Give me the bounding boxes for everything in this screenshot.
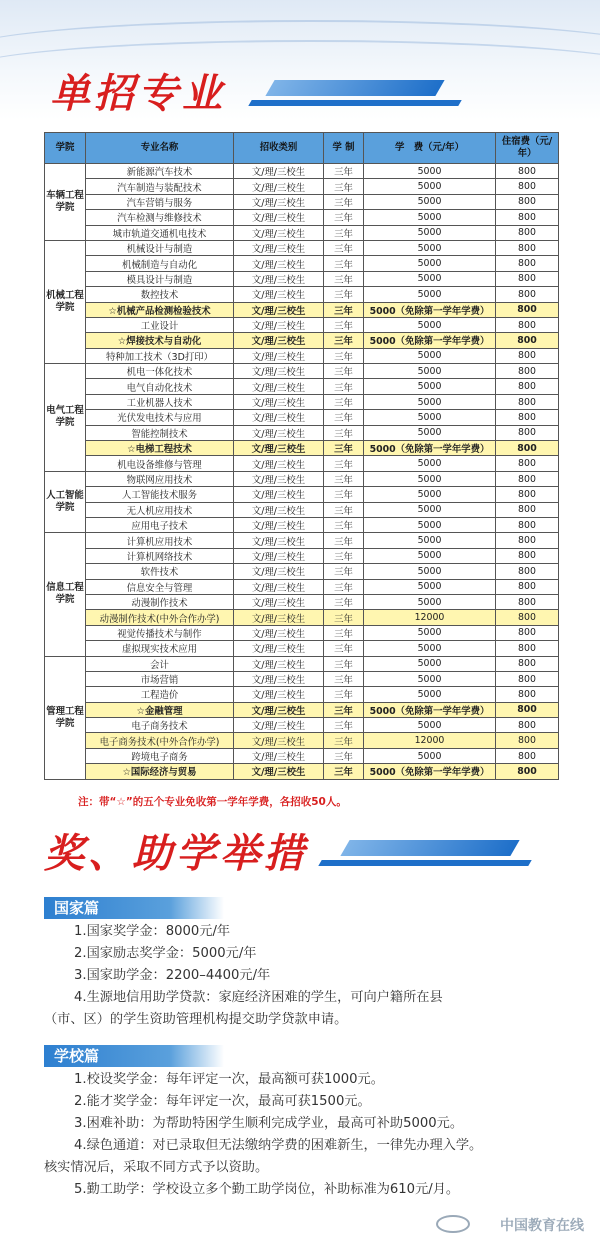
fee-cell: 5000（免除第一学年学费）: [364, 302, 496, 317]
type-cell: 文/理/三校生: [234, 471, 324, 486]
table-row: [45, 471, 559, 486]
major-cell: 城市轨道交通机电技术: [86, 225, 234, 240]
dorm-cell: 800: [496, 548, 559, 563]
table-row: [45, 456, 559, 471]
national-tag: 国家篇: [44, 897, 224, 919]
major-cell: 物联网应用技术: [86, 471, 234, 486]
dorm-cell: 800: [496, 256, 559, 271]
years-cell: 三年: [324, 502, 364, 517]
dorm-cell: 800: [496, 302, 559, 317]
fee-cell: 5000: [364, 256, 496, 271]
years-cell: 三年: [324, 364, 364, 379]
major-cell: 信息安全与管理: [86, 579, 234, 594]
fee-cell: 5000: [364, 210, 496, 225]
list-item: 4.绿色通道：对已录取但无法缴纳学费的困难新生，一律先办理入学。: [74, 1138, 483, 1153]
table-row: [45, 240, 559, 255]
years-cell: 三年: [324, 548, 364, 563]
school-cell: 人工智能学院: [45, 471, 86, 533]
fee-cell: 5000（免除第一学年学费）: [364, 702, 496, 717]
table-row: [45, 764, 559, 779]
fee-cell: 12000: [364, 610, 496, 625]
type-cell: 文/理/三校生: [234, 410, 324, 425]
fee-cell: 5000: [364, 671, 496, 686]
table-row: [45, 210, 559, 225]
years-cell: 三年: [324, 733, 364, 748]
table-row: [45, 548, 559, 563]
major-cell: 机电设备维修与管理: [86, 456, 234, 471]
dorm-cell: 800: [496, 210, 559, 225]
years-cell: 三年: [324, 164, 364, 179]
school-cell: 机械工程学院: [45, 240, 86, 363]
table-row: [45, 748, 559, 763]
dorm-cell: 800: [496, 271, 559, 286]
dorm-cell: 800: [496, 610, 559, 625]
school-cell: 车辆工程学院: [45, 164, 86, 241]
aid-title: 奖、助学举措: [44, 831, 308, 877]
dorm-cell: 800: [496, 240, 559, 255]
school-cell: 电气工程学院: [45, 364, 86, 472]
table-row: [45, 702, 559, 717]
fee-cell: 5000: [364, 364, 496, 379]
type-cell: 文/理/三校生: [234, 287, 324, 302]
fee-cell: 5000: [364, 425, 496, 440]
major-cell: 跨境电子商务: [86, 748, 234, 763]
type-cell: 文/理/三校生: [234, 641, 324, 656]
dorm-cell: 800: [496, 502, 559, 517]
type-cell: 文/理/三校生: [234, 671, 324, 686]
list-item: 3.困难补助：为帮助特困学生顺利完成学业，最高可补助5000元。: [74, 1116, 464, 1131]
fee-cell: 5000: [364, 533, 496, 548]
table-row: [45, 502, 559, 517]
years-cell: 三年: [324, 471, 364, 486]
dorm-cell: 800: [496, 687, 559, 702]
page-title: 单招专业: [50, 71, 226, 117]
watermark-logo-icon: [436, 1215, 470, 1233]
table-row: [45, 164, 559, 179]
table-row: [45, 348, 559, 363]
fee-cell: 5000: [364, 656, 496, 671]
type-cell: 文/理/三校生: [234, 502, 324, 517]
school-cell: 管理工程学院: [45, 656, 86, 779]
type-cell: 文/理/三校生: [234, 425, 324, 440]
list-item: 5.勤工助学：学校设立多个勤工助学岗位，补助标准为610元/月。: [74, 1182, 460, 1197]
table-body: [45, 164, 559, 780]
type-cell: 文/理/三校生: [234, 179, 324, 194]
years-cell: 三年: [324, 517, 364, 532]
fee-cell: 5000: [364, 179, 496, 194]
major-cell: 动漫制作技术: [86, 594, 234, 609]
major-cell: 视觉传播技术与制作: [86, 625, 234, 640]
dorm-cell: 800: [496, 641, 559, 656]
type-cell: 文/理/三校生: [234, 240, 324, 255]
years-cell: 三年: [324, 718, 364, 733]
title-stripe-thin: [248, 100, 461, 106]
major-cell: 虚拟现实技术应用: [86, 641, 234, 656]
fee-cell: 5000: [364, 394, 496, 409]
dorm-cell: 800: [496, 425, 559, 440]
type-cell: 文/理/三校生: [234, 333, 324, 348]
major-cell: 计算机应用技术: [86, 533, 234, 548]
years-cell: 三年: [324, 487, 364, 502]
dorm-cell: 800: [496, 225, 559, 240]
dorm-cell: 800: [496, 733, 559, 748]
major-cell: 机电一体化技术: [86, 364, 234, 379]
list-item: 2.国家励志奖学金：5000元/年: [74, 946, 257, 961]
dorm-cell: 800: [496, 625, 559, 640]
type-cell: 文/理/三校生: [234, 517, 324, 532]
years-cell: 三年: [324, 456, 364, 471]
table-row: [45, 517, 559, 532]
major-cell: 特种加工技术（3D打印）: [86, 348, 234, 363]
type-cell: 文/理/三校生: [234, 718, 324, 733]
table-header-row: [45, 133, 559, 164]
type-cell: 文/理/三校生: [234, 533, 324, 548]
dorm-cell: 800: [496, 317, 559, 332]
major-cell: 新能源汽车技术: [86, 164, 234, 179]
table-row: [45, 441, 559, 456]
fee-cell: 5000: [364, 548, 496, 563]
years-cell: 三年: [324, 594, 364, 609]
years-cell: 三年: [324, 225, 364, 240]
major-cell: 动漫制作技术(中外合作办学): [86, 610, 234, 625]
fee-cell: 5000: [364, 718, 496, 733]
dorm-cell: 800: [496, 394, 559, 409]
years-cell: 三年: [324, 394, 364, 409]
years-cell: 三年: [324, 302, 364, 317]
years-cell: 三年: [324, 702, 364, 717]
major-cell: 应用电子技术: [86, 517, 234, 532]
dorm-cell: 800: [496, 671, 559, 686]
major-cell: 汽车营销与服务: [86, 194, 234, 209]
dorm-cell: 800: [496, 748, 559, 763]
major-cell: 电气自动化技术: [86, 379, 234, 394]
dorm-cell: 800: [496, 287, 559, 302]
type-cell: 文/理/三校生: [234, 702, 324, 717]
years-cell: 三年: [324, 256, 364, 271]
years-cell: 三年: [324, 671, 364, 686]
fee-cell: 5000: [364, 240, 496, 255]
major-cell: 光伏发电技术与应用: [86, 410, 234, 425]
table-row: [45, 594, 559, 609]
aid-stripe-thin: [318, 860, 531, 866]
type-cell: 文/理/三校生: [234, 564, 324, 579]
years-cell: 三年: [324, 533, 364, 548]
dorm-cell: 800: [496, 164, 559, 179]
years-cell: 三年: [324, 333, 364, 348]
fee-cell: 5000: [364, 594, 496, 609]
type-cell: 文/理/三校生: [234, 210, 324, 225]
list-item: 3.国家助学金：2200–4400元/年: [74, 968, 271, 983]
fee-cell: 5000: [364, 410, 496, 425]
years-cell: 三年: [324, 656, 364, 671]
fee-cell: 5000: [364, 625, 496, 640]
fee-cell: 5000: [364, 456, 496, 471]
table-row: [45, 333, 559, 348]
dorm-cell: 800: [496, 333, 559, 348]
years-cell: 三年: [324, 410, 364, 425]
major-cell: 计算机网络技术: [86, 548, 234, 563]
years-cell: 三年: [324, 441, 364, 456]
type-cell: 文/理/三校生: [234, 364, 324, 379]
type-cell: 文/理/三校生: [234, 302, 324, 317]
national-section: [44, 921, 564, 1031]
type-cell: 文/理/三校生: [234, 733, 324, 748]
years-cell: 三年: [324, 564, 364, 579]
fee-cell: 5000: [364, 502, 496, 517]
majors-table: [44, 132, 559, 780]
list-item: 1.校设奖学金：每年评定一次，最高额可获1000元。: [74, 1072, 384, 1087]
years-cell: 三年: [324, 287, 364, 302]
major-cell: ☆焊接技术与自动化: [86, 333, 234, 348]
years-cell: 三年: [324, 641, 364, 656]
fee-cell: 5000（免除第一学年学费）: [364, 441, 496, 456]
dorm-cell: 800: [496, 471, 559, 486]
type-cell: 文/理/三校生: [234, 256, 324, 271]
years-cell: 三年: [324, 764, 364, 779]
years-cell: 三年: [324, 271, 364, 286]
table-row: [45, 656, 559, 671]
years-cell: 三年: [324, 687, 364, 702]
table-note: 注：带“☆”的五个专业免收第一学年学费，各招收50人。: [78, 796, 347, 808]
header-type: 招收类别: [234, 133, 324, 164]
fee-cell: 12000: [364, 733, 496, 748]
table-row: [45, 179, 559, 194]
fee-cell: 5000: [364, 287, 496, 302]
major-cell: 智能控制技术: [86, 425, 234, 440]
list-item: 4.生源地信用助学贷款：家庭经济困难的学生，可向户籍所在县: [74, 990, 443, 1005]
dorm-cell: 800: [496, 564, 559, 579]
list-item-cont: 核实情况后，采取不同方式予以资助。: [44, 1160, 269, 1175]
dorm-cell: 800: [496, 579, 559, 594]
fee-cell: 5000: [364, 471, 496, 486]
type-cell: 文/理/三校生: [234, 594, 324, 609]
major-cell: ☆电梯工程技术: [86, 441, 234, 456]
years-cell: 三年: [324, 379, 364, 394]
major-cell: 无人机应用技术: [86, 502, 234, 517]
years-cell: 三年: [324, 425, 364, 440]
type-cell: 文/理/三校生: [234, 194, 324, 209]
type-cell: 文/理/三校生: [234, 687, 324, 702]
table-row: [45, 425, 559, 440]
table-row: [45, 194, 559, 209]
fee-cell: 5000: [364, 641, 496, 656]
dorm-cell: 800: [496, 379, 559, 394]
header-major: 专业名称: [86, 133, 234, 164]
years-cell: 三年: [324, 194, 364, 209]
fee-cell: 5000: [364, 348, 496, 363]
major-cell: 电子商务技术: [86, 718, 234, 733]
school-cell: 信息工程学院: [45, 533, 86, 656]
years-cell: 三年: [324, 240, 364, 255]
type-cell: 文/理/三校生: [234, 610, 324, 625]
type-cell: 文/理/三校生: [234, 394, 324, 409]
major-cell: 机械设计与制造: [86, 240, 234, 255]
fee-cell: 5000（免除第一学年学费）: [364, 333, 496, 348]
fee-cell: 5000: [364, 487, 496, 502]
dorm-cell: 800: [496, 517, 559, 532]
table-row: [45, 610, 559, 625]
fee-cell: 5000: [364, 164, 496, 179]
type-cell: 文/理/三校生: [234, 164, 324, 179]
type-cell: 文/理/三校生: [234, 441, 324, 456]
table-row: [45, 302, 559, 317]
major-cell: ☆国际经济与贸易: [86, 764, 234, 779]
watermark: 中国教育在线: [500, 1218, 584, 1234]
fee-cell: 5000（免除第一学年学费）: [364, 764, 496, 779]
type-cell: 文/理/三校生: [234, 225, 324, 240]
list-item: 1.国家奖学金：8000元/年: [74, 924, 231, 939]
fee-cell: 5000: [364, 194, 496, 209]
type-cell: 文/理/三校生: [234, 271, 324, 286]
table-row: [45, 317, 559, 332]
years-cell: 三年: [324, 348, 364, 363]
table-row: [45, 641, 559, 656]
type-cell: 文/理/三校生: [234, 764, 324, 779]
type-cell: 文/理/三校生: [234, 456, 324, 471]
dorm-cell: 800: [496, 410, 559, 425]
table-row: [45, 394, 559, 409]
major-cell: 会计: [86, 656, 234, 671]
fee-cell: 5000: [364, 564, 496, 579]
dorm-cell: 800: [496, 364, 559, 379]
table-row: [45, 671, 559, 686]
dorm-cell: 800: [496, 594, 559, 609]
table-row: [45, 718, 559, 733]
major-cell: 工业机器人技术: [86, 394, 234, 409]
type-cell: 文/理/三校生: [234, 748, 324, 763]
table-row: [45, 733, 559, 748]
list-item-cont: （市、区）的学生资助管理机构提交助学贷款申请。: [44, 1012, 348, 1027]
major-cell: 数控技术: [86, 287, 234, 302]
major-cell: ☆金融管理: [86, 702, 234, 717]
dorm-cell: 800: [496, 702, 559, 717]
fee-cell: 5000: [364, 225, 496, 240]
dorm-cell: 800: [496, 441, 559, 456]
fee-cell: 5000: [364, 379, 496, 394]
major-cell: 工程造价: [86, 687, 234, 702]
type-cell: 文/理/三校生: [234, 348, 324, 363]
major-cell: 汽车检测与维修技术: [86, 210, 234, 225]
table-row: [45, 687, 559, 702]
dorm-cell: 800: [496, 194, 559, 209]
dorm-cell: 800: [496, 764, 559, 779]
table-row: [45, 564, 559, 579]
fee-cell: 5000: [364, 687, 496, 702]
fee-cell: 5000: [364, 748, 496, 763]
years-cell: 三年: [324, 610, 364, 625]
table-row: [45, 364, 559, 379]
type-cell: 文/理/三校生: [234, 625, 324, 640]
title-stripe: [265, 80, 444, 96]
major-cell: 汽车制造与装配技术: [86, 179, 234, 194]
years-cell: 三年: [324, 179, 364, 194]
school-section: [44, 1069, 564, 1201]
aid-stripe: [340, 840, 519, 856]
years-cell: 三年: [324, 748, 364, 763]
table-row: [45, 379, 559, 394]
type-cell: 文/理/三校生: [234, 317, 324, 332]
dorm-cell: 800: [496, 533, 559, 548]
list-item: 2.能才奖学金：每年评定一次，最高可获1500元。: [74, 1094, 371, 1109]
dorm-cell: 800: [496, 718, 559, 733]
dorm-cell: 800: [496, 348, 559, 363]
dorm-cell: 800: [496, 656, 559, 671]
major-cell: 软件技术: [86, 564, 234, 579]
header-dorm: 住宿费（元/年）: [496, 133, 559, 164]
major-cell: 机械制造与自动化: [86, 256, 234, 271]
major-cell: 模具设计与制造: [86, 271, 234, 286]
years-cell: 三年: [324, 579, 364, 594]
major-cell: 工业设计: [86, 317, 234, 332]
major-cell: 电子商务技术(中外合作办学): [86, 733, 234, 748]
fee-cell: 5000: [364, 517, 496, 532]
table-row: [45, 256, 559, 271]
type-cell: 文/理/三校生: [234, 379, 324, 394]
table-row: [45, 271, 559, 286]
table-row: [45, 579, 559, 594]
table-row: [45, 487, 559, 502]
header-years: 学 制: [324, 133, 364, 164]
dorm-cell: 800: [496, 456, 559, 471]
major-cell: ☆机械产品检测检验技术: [86, 302, 234, 317]
dorm-cell: 800: [496, 179, 559, 194]
table-row: [45, 625, 559, 640]
school-tag: 学校篇: [44, 1045, 224, 1067]
header-school: 学院: [45, 133, 86, 164]
dorm-cell: 800: [496, 487, 559, 502]
type-cell: 文/理/三校生: [234, 548, 324, 563]
type-cell: 文/理/三校生: [234, 656, 324, 671]
major-cell: 市场营销: [86, 671, 234, 686]
type-cell: 文/理/三校生: [234, 579, 324, 594]
table-row: [45, 533, 559, 548]
header-fee: 学 费（元/年）: [364, 133, 496, 164]
fee-cell: 5000: [364, 271, 496, 286]
years-cell: 三年: [324, 317, 364, 332]
major-cell: 人工智能技术服务: [86, 487, 234, 502]
years-cell: 三年: [324, 625, 364, 640]
table-row: [45, 287, 559, 302]
fee-cell: 5000: [364, 317, 496, 332]
fee-cell: 5000: [364, 579, 496, 594]
table-row: [45, 225, 559, 240]
table-row: [45, 410, 559, 425]
years-cell: 三年: [324, 210, 364, 225]
type-cell: 文/理/三校生: [234, 487, 324, 502]
